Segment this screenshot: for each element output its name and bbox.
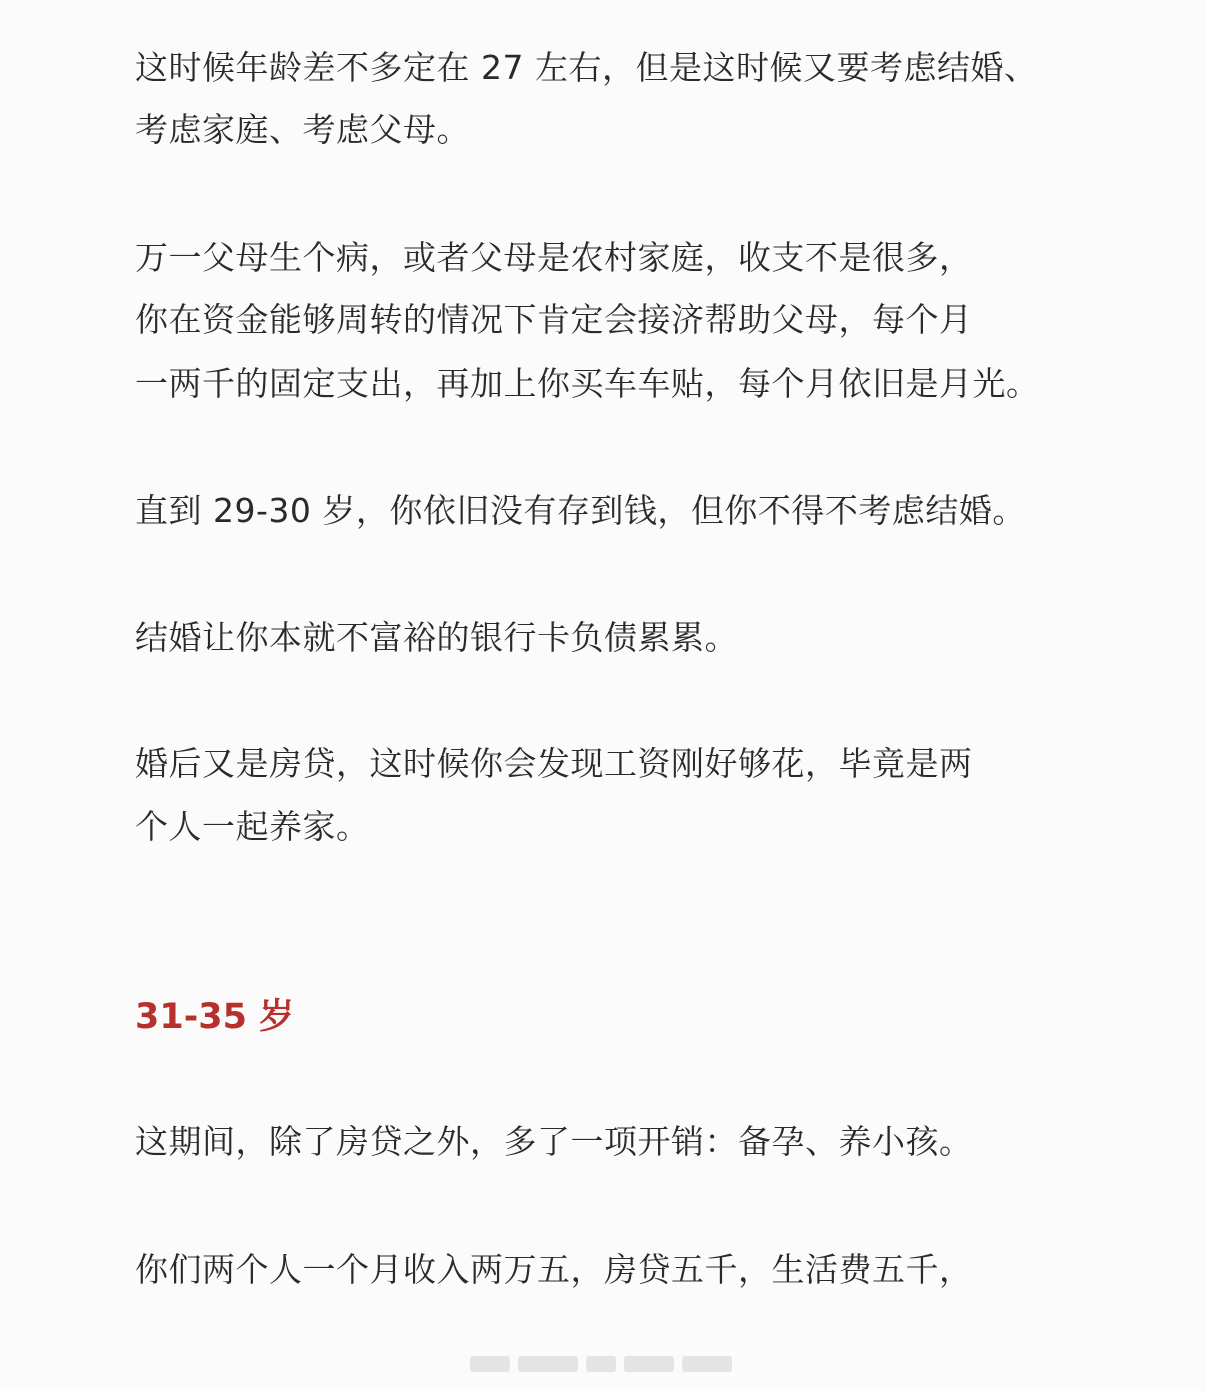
paragraph-1-line-2: 考虑家庭、考虑父母。: [135, 110, 470, 149]
paragraph-2-line-3: 一两千的固定支出，再加上你买车车贴，每个月依旧是月光。: [135, 364, 1040, 403]
paragraph-2-line-2: 你在资金能够周转的情况下肯定会接济帮助父母，每个月: [135, 300, 973, 339]
watermark: [470, 1350, 740, 1378]
paragraph-5-line-2: 个人一起养家。: [135, 807, 370, 846]
paragraph-5-line-1: 婚后又是房贷，这时候你会发现工资刚好够花，毕竟是两: [135, 744, 973, 783]
section-paragraph-2-line-1: 你们两个人一个月收入两万五，房贷五千，生活费五千，: [135, 1250, 973, 1289]
section-heading: 31-35 岁: [135, 997, 295, 1037]
paragraph-4-line-1: 结婚让你本就不富裕的银行卡负债累累。: [135, 618, 738, 657]
section-paragraph-1-line-1: 这期间，除了房贷之外，多了一项开销：备孕、养小孩。: [135, 1122, 973, 1161]
paragraph-3-line-1: 直到 29-30 岁，你依旧没有存到钱，但你不得不考虑结婚。: [135, 491, 1026, 530]
paragraph-2-line-1: 万一父母生个病，或者父母是农村家庭，收支不是很多，: [135, 238, 973, 277]
paragraph-1-line-1: 这时候年龄差不多定在 27 左右，但是这时候又要考虑结婚、: [135, 48, 1038, 87]
